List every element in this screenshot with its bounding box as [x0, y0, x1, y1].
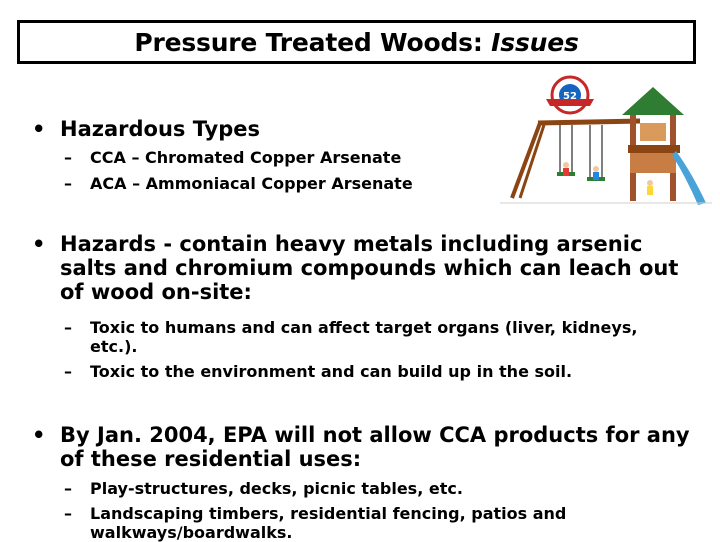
bullet-line: Hazards - contain heavy metals including arsenic: [60, 232, 643, 256]
slide-title: [134, 28, 578, 57]
slide-title-box: [17, 20, 696, 64]
sub-bullet-aca: [64, 174, 413, 193]
sub-bullet-toxic-humans: [64, 318, 638, 356]
bullet-line: of these residential uses:: [60, 447, 362, 471]
badge-number: 52: [563, 91, 577, 102]
sub-bullet-line: etc.).: [90, 337, 138, 356]
bullet-dot: •: [32, 232, 46, 256]
dash: –: [64, 318, 72, 337]
bullet-dot: •: [32, 423, 46, 447]
dash: –: [64, 479, 72, 498]
bullet-text: Hazardous Types: [60, 117, 261, 141]
dash: –: [64, 148, 72, 167]
sub-bullet-play-structures: [64, 479, 463, 498]
dash: –: [64, 362, 72, 381]
sub-bullet-line: Toxic to humans and can affect target organs (liver, kidneys,: [90, 318, 638, 337]
title-emphasis: Issues: [491, 28, 579, 57]
bullet-line: salts and chromium compounds which can leach out: [60, 256, 679, 280]
bullet-line: of wood on-site:: [60, 280, 252, 304]
bullet-line: By Jan. 2004, EPA will not allow CCA products for any: [60, 423, 690, 447]
sub-bullet-line: walkways/boardwalks.: [90, 523, 293, 542]
sub-bullet-landscaping: [64, 504, 567, 542]
title-main: Pressure Treated Woods:: [134, 28, 492, 57]
bullet-epa-2004: [32, 423, 690, 471]
sub-bullet-text: Toxic to the environment and can build up in the soil.: [90, 362, 573, 381]
sub-bullet-text: ACA – Ammoniacal Copper Arsenate: [90, 174, 413, 193]
playset-image: [500, 73, 712, 208]
sub-bullet-line: Landscaping timbers, residential fencing, patios and: [90, 504, 567, 523]
bullet-hazards: [32, 232, 679, 304]
bullet-hazardous-types: [32, 117, 261, 141]
dash: –: [64, 174, 72, 193]
dash: –: [64, 504, 72, 523]
sub-bullet-text: Play-structures, decks, picnic tables, etc.: [90, 479, 463, 498]
sub-bullet-cca: [64, 148, 402, 167]
sub-bullet-toxic-environment: [64, 362, 573, 381]
sub-bullet-text: CCA – Chromated Copper Arsenate: [90, 148, 402, 167]
bullet-dot: •: [32, 117, 46, 141]
